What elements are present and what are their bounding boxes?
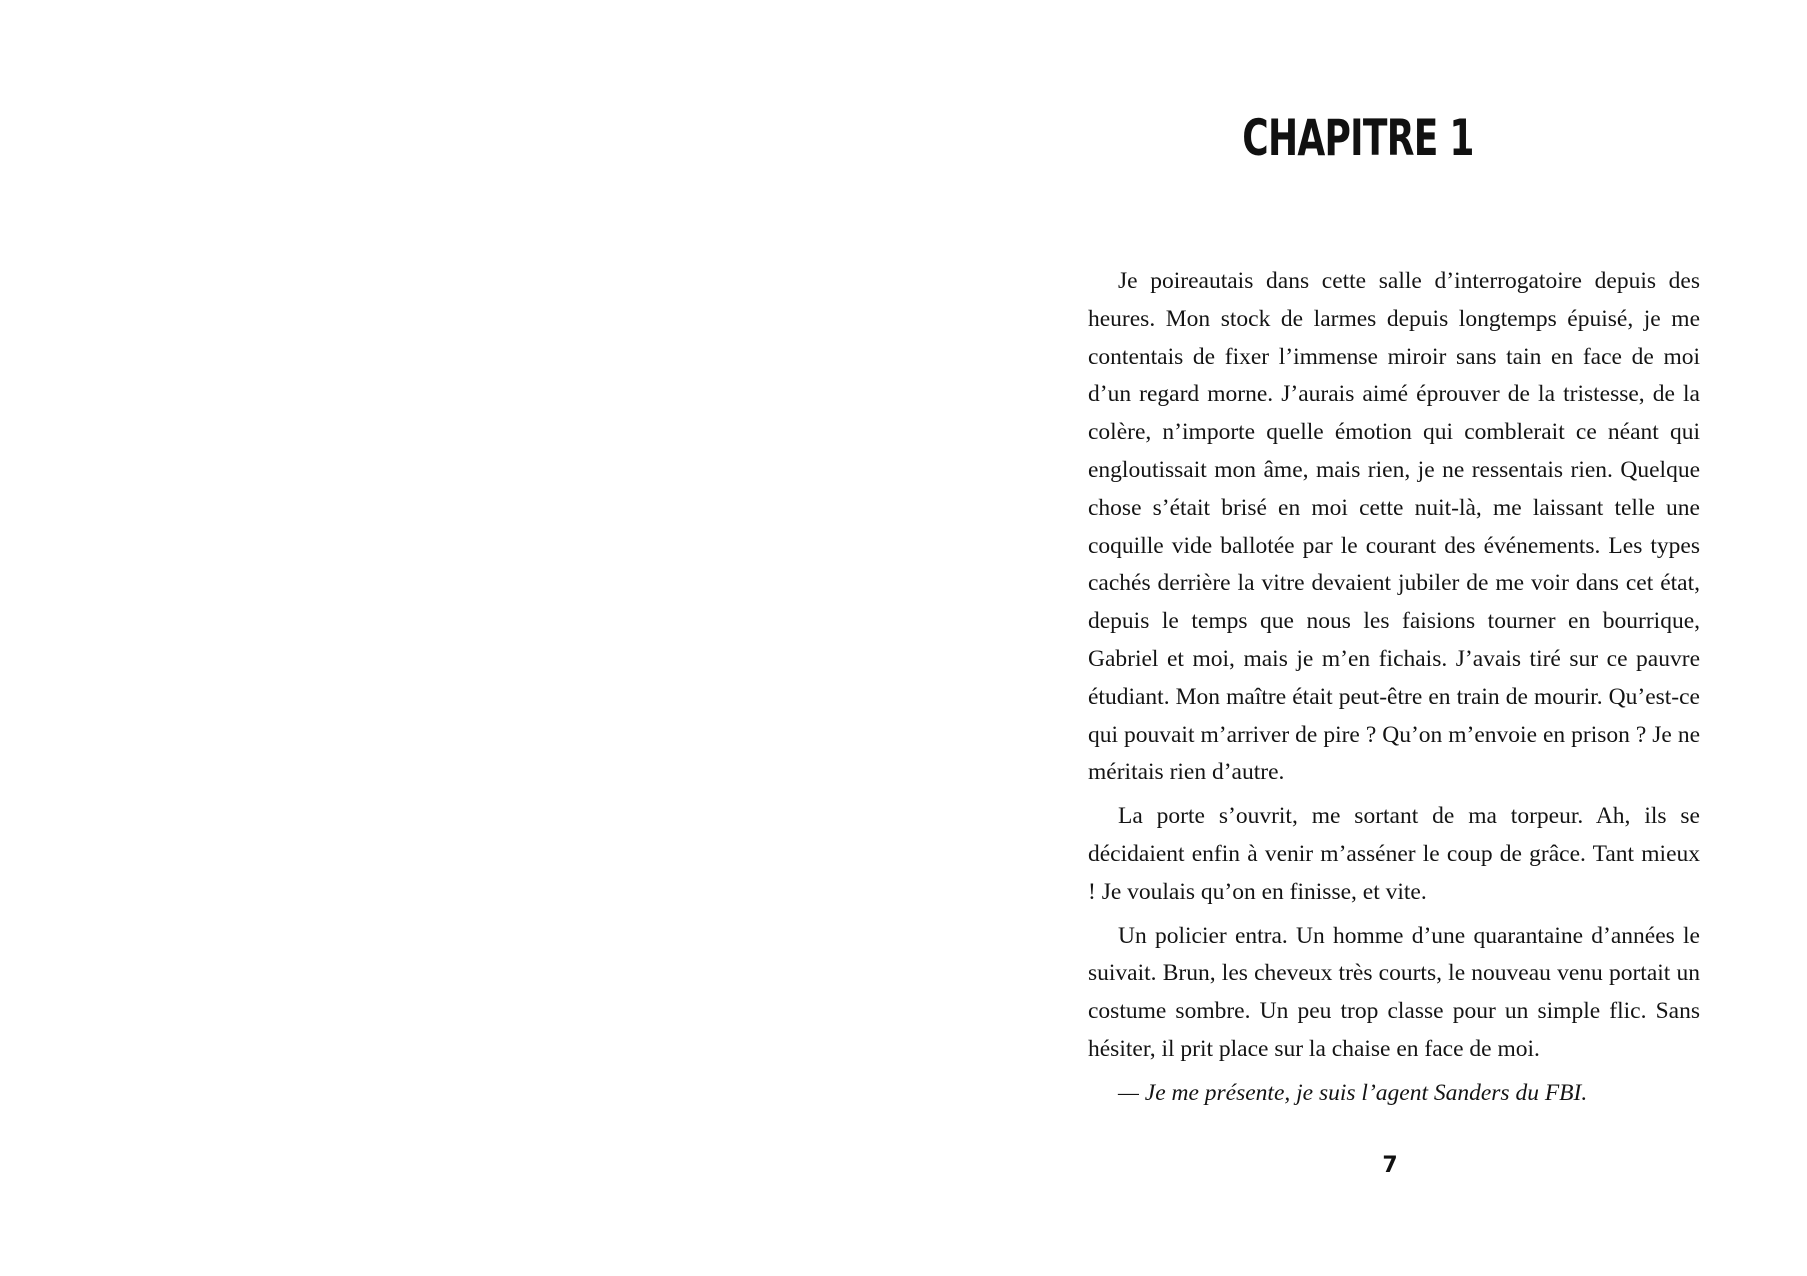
paragraph: Je poireautais dans cette salle d’interrogatoire depuis des heures. Mon stock de larmes depuis longtemps épuisé, je me contentais de fixer l’immense miroir sans tain en face de moi d’un regard morne. J’aurais aimé éprouver de la tristesse, de la colère, n’importe quelle émotion qui comblerait ce néant qui engloutissait mon âme, mais rien, je ne ressentais rien. Quelque chose s’était brisé en moi cette nuit-là, me laissant telle une coquille vide ballotée par le courant des événements. Les types cachés derrière la vitre devaient jubiler de me voir dans cet état, depuis le temps que nous les faisions tourner en bourrique, Gabriel et moi, mais je m’en fichais. J’avais tiré sur ce pauvre étudiant. Mon maître était peut-être en train de mourir. Qu’est-ce qui pouvait m’arriver de pire ? Qu’on m’envoie en prison ? Je ne méritais rien d’autre. bbox=[1088, 268, 1700, 786]
chapter-body bbox=[1088, 263, 1700, 1119]
left-page-blank bbox=[0, 0, 903, 1276]
page-number: 7 bbox=[1382, 1153, 1398, 1178]
paragraph: Un policier entra. Un homme d’une quarantaine d’années le suivait. Brun, les cheveux très courts, le nouveau venu portait un costume sombre. Un peu trop classe pour un simple flic. Sans hésiter, il prit place sur la chaise en face de moi. bbox=[1088, 922, 1700, 1062]
paragraph: La porte s’ouvrit, me sortant de ma torpeur. Ah, ils se décidaient enfin à venir m’asséner le coup de grâce. Tant mieux ! Je voulais qu’on en finisse, et vite. bbox=[1088, 803, 1700, 905]
chapter-title: CHAPITRE 1 bbox=[1242, 109, 1474, 167]
dialogue-line: — Je me présente, je suis l’agent Sanders du FBI. bbox=[1118, 1079, 1588, 1106]
